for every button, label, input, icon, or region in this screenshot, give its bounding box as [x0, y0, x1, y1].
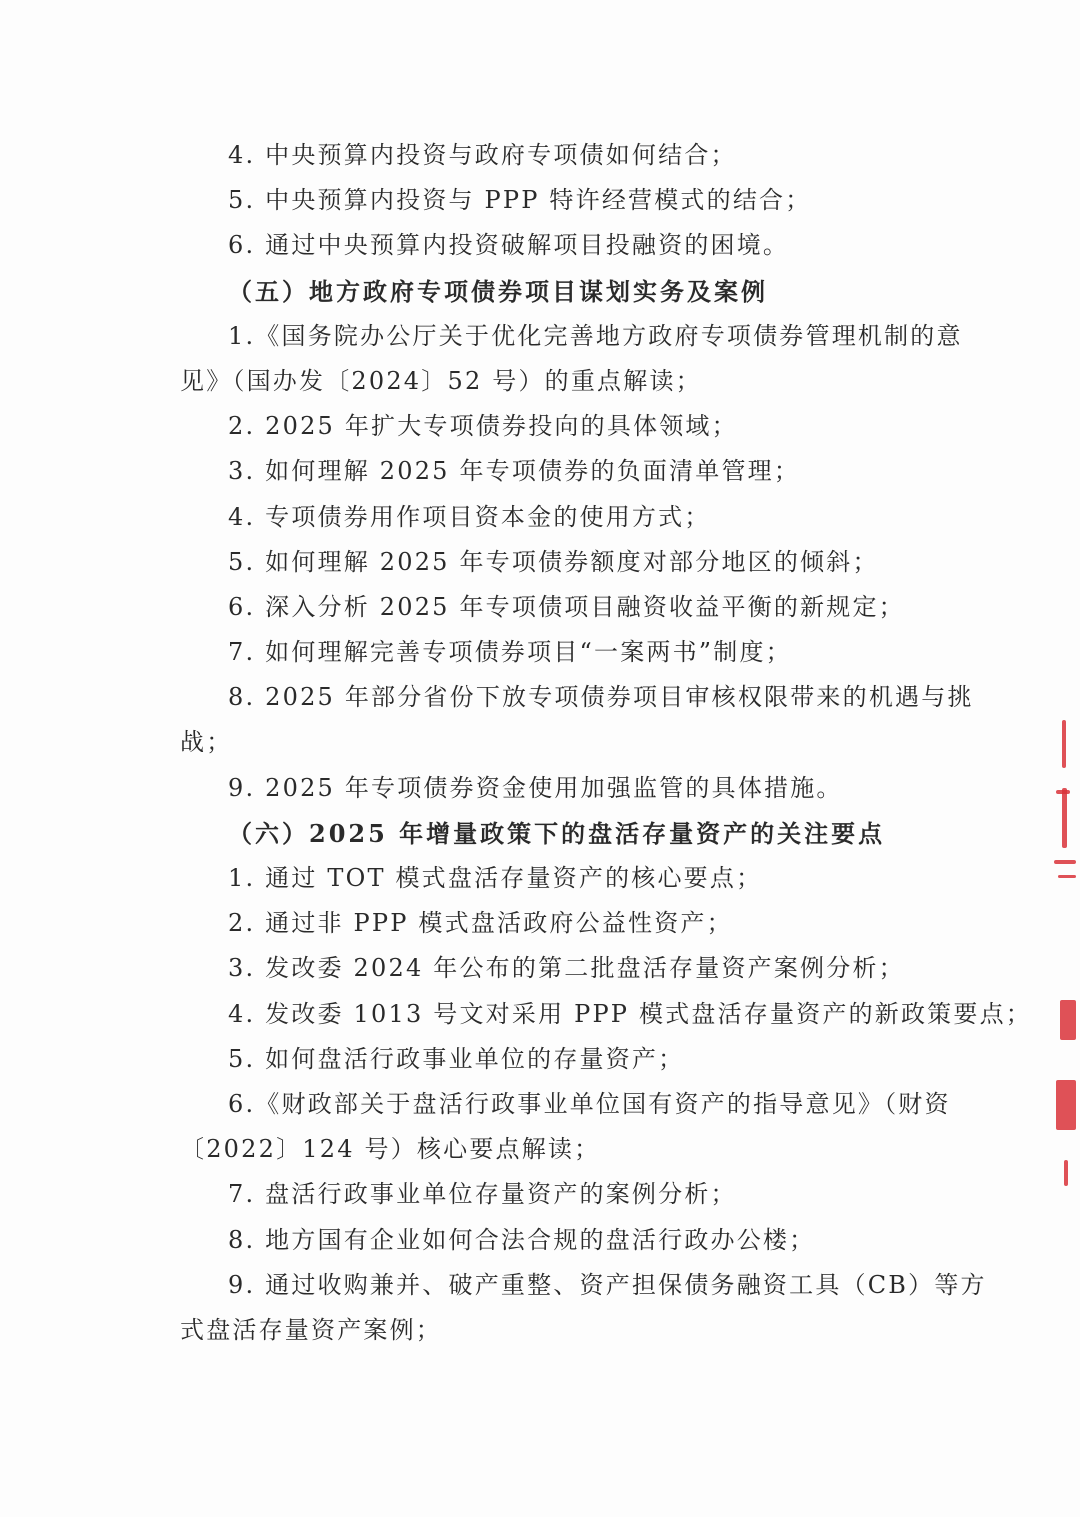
list-item-continuation: 战；	[180, 728, 233, 757]
list-item: 8. 地方国有企业如何合法合规的盘活行政办公楼；	[228, 1225, 816, 1254]
stamp-mark	[1060, 1000, 1076, 1040]
list-item: 9. 2025 年专项债券资金使用加强监管的具体措施。	[228, 773, 843, 802]
list-item: 1. 通过 TOT 模式盘活存量资产的核心要点；	[228, 864, 763, 892]
list-item: 4. 专项债券用作项目资本金的使用方式；	[228, 502, 711, 531]
list-item: 7. 盘活行政事业单位存量资产的案例分析；	[228, 1180, 737, 1209]
list-item: 9. 通过收购兼并、破产重整、资产担保债务融资工具（CB）等方	[228, 1270, 987, 1299]
list-item-continuation: 见》（国办发〔2024〕52 号）的重点解读；	[180, 366, 702, 395]
list-item: 7. 如何理解完善专项债券项目“一案两书”制度；	[228, 638, 792, 667]
list-item: 3. 如何理解 2025 年专项债券的负面清单管理；	[228, 457, 801, 486]
stamp-mark	[1064, 1160, 1068, 1186]
list-item: 4. 中央预算内投资与政府专项债如何结合；	[228, 141, 737, 169]
list-item-continuation: 式盘活存量资产案例；	[180, 1315, 442, 1344]
section-heading: （六）2025 年增量政策下的盘活存量资产的关注要点	[228, 818, 886, 848]
list-item: 5. 如何理解 2025 年专项债券额度对部分地区的倾斜；	[228, 547, 879, 576]
stamp-mark	[1054, 860, 1076, 864]
list-item: 5. 中央预算内投资与 PPP 特许经营模式的结合；	[228, 186, 812, 215]
list-item: 6. 通过中央预算内投资破解项目投融资的困境。	[228, 231, 790, 260]
list-item: 4. 发改委 1013 号文对采用 PPP 模式盘活存量资产的新政策要点；	[228, 999, 1032, 1028]
list-item: 6.《财政部关于盘活行政事业单位国有资产的指导意见》（财资	[228, 1089, 951, 1118]
list-item: 6. 深入分析 2025 年专项债项目融资收益平衡的新规定；	[228, 592, 905, 621]
list-item: 1.《国务院办公厅关于优化完善地方政府专项债券管理机制的意	[228, 321, 963, 350]
document-body	[180, 133, 1032, 1353]
list-item: 3. 发改委 2024 年公布的第二批盘活存量资产案例分析；	[228, 954, 905, 983]
list-item: 2. 2025 年扩大专项债券投向的具体领域；	[228, 412, 738, 441]
list-item: 2. 通过非 PPP 模式盘活政府公益性资产；	[228, 909, 733, 938]
section-heading: （五）地方政府专项债券项目谋划实务及案例	[228, 276, 768, 306]
list-item-continuation: 〔2022〕124 号）核心要点解读；	[180, 1135, 601, 1164]
stamp-mark	[1062, 720, 1066, 768]
list-item: 5. 如何盘活行政事业单位的存量资产；	[228, 1044, 685, 1073]
stamp-mark	[1062, 788, 1067, 848]
stamp-mark	[1058, 875, 1076, 878]
seal-stamp-edge	[1050, 700, 1080, 1200]
list-item: 8. 2025 年部分省份下放专项债券项目审核权限带来的机遇与挑	[228, 683, 974, 712]
stamp-mark	[1056, 1080, 1076, 1130]
